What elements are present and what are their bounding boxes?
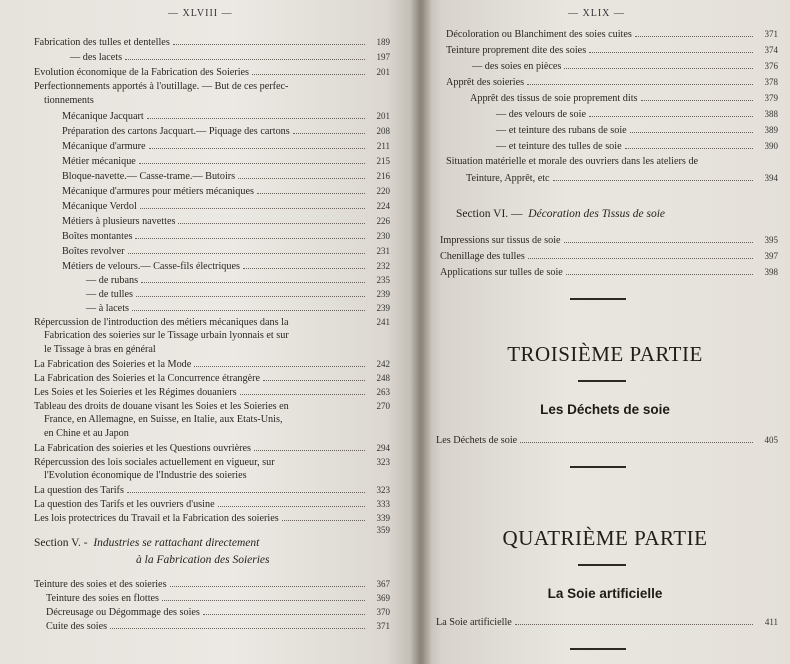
toc-entry-line: Fabrication des soieries sur le Tissage urbain lyonnais et sur xyxy=(44,330,289,341)
section-v-heading-line2: à la Fabrication des Soieries xyxy=(136,554,270,566)
toc-entry: — de rubans 235 xyxy=(86,275,390,286)
right-table-of-contents xyxy=(420,0,790,664)
toc-entry: — et teinture des rubans de soie 389 xyxy=(496,125,778,136)
divider-rule xyxy=(578,564,626,566)
right-page xyxy=(420,0,790,664)
toc-entry: Boîtes montantes 230 xyxy=(62,231,390,242)
toc-entry-line: tionnements xyxy=(44,95,94,106)
toc-entry: — de tulles 239 xyxy=(86,289,390,300)
toc-entry: La question des Tarifs et les ouvriers d'usine 333 xyxy=(34,499,390,510)
toc-entry: Répercussion de l'introduction des métiers mécaniques dans la 241 xyxy=(34,317,390,328)
toc-entry: Mécanique Verdol 224 xyxy=(62,201,390,212)
toc-entry: Bloque-navette.— Casse-trame.— Butoirs 216 xyxy=(62,171,390,182)
toc-entry-line: France, en Allemagne, en Suisse, en Italie, aux Etats-Unis, xyxy=(44,414,283,425)
toc-entry: La Fabrication des Soieries et la Mode 242 xyxy=(34,359,390,370)
page-number-right: — XLIX — xyxy=(568,8,625,19)
divider-rule xyxy=(578,380,626,382)
toc-entry: Tableau des droits de douane visant les Soies et les Soieries en 270 xyxy=(34,401,390,412)
toc-entry: Impressions sur tissus de soie 395 xyxy=(440,235,778,246)
divider-rule xyxy=(570,648,626,650)
toc-entry: Applications sur tulles de soie 398 xyxy=(440,267,778,278)
toc-entry: Mécanique d'armure 211 xyxy=(62,141,390,152)
section-vi-heading: Section VI. — Décoration des Tissus de soie xyxy=(456,208,666,220)
toc-entry: Métiers à plusieurs navettes 226 xyxy=(62,216,390,227)
toc-entry: Apprêt des soieries 378 xyxy=(446,77,778,88)
toc-entry: Boîtes revolver 231 xyxy=(62,246,390,257)
toc-entry: Décreusage ou Dégommage des soies 370 xyxy=(46,607,390,618)
part-three-subtitle: Les Déchets de soie xyxy=(540,402,670,417)
toc-entry-line: en Chine et au Japon xyxy=(44,428,129,439)
toc-entry: — et teinture des tulles de soie 390 xyxy=(496,141,778,152)
toc-entry: — des soies en pièces 376 xyxy=(472,61,778,72)
toc-entry: Teinture proprement dite des soies 374 xyxy=(446,45,778,56)
toc-entry: Chenillage des tulles 397 xyxy=(440,251,778,262)
toc-entry: Teinture des soies et des soieries 367 xyxy=(34,579,390,590)
toc-entry-line: Perfectionnements apportés à l'outillage. — But de ces perfec- xyxy=(34,81,289,92)
toc-entry: Mécanique d'armures pour métiers mécaniques 220 xyxy=(62,186,390,197)
toc-entry: Fabrication des tulles et dentelles 189 xyxy=(34,37,390,48)
toc-entry: — à lacets 239 xyxy=(86,303,390,314)
toc-entry: Mécanique Jacquart 201 xyxy=(62,111,390,122)
page-number-left: — XLVIII — xyxy=(168,8,233,19)
toc-entry: Préparation des cartons Jacquart.— Piquage des cartons 208 xyxy=(62,126,390,137)
toc-entry-line: l'Evolution économique de l'Industrie des soieries xyxy=(44,470,247,481)
toc-entry: Répercussion des lois sociales actuellement en vigueur, sur 323 xyxy=(34,457,390,468)
toc-entry: Métiers de velours.— Casse-fils électriques 232 xyxy=(62,261,390,272)
toc-entry: 359 xyxy=(376,525,390,535)
toc-entry: Teinture, Apprêt, etc 394 xyxy=(466,173,778,184)
toc-entry: Teinture des soies en flottes 369 xyxy=(46,593,390,604)
part-four-subtitle: La Soie artificielle xyxy=(547,586,663,601)
toc-entry: Les Déchets de soie 405 xyxy=(436,435,778,446)
toc-entry-line: le Tissage à bras en général xyxy=(44,344,156,355)
toc-entry: Les lois protectrices du Travail et la Fabrication des soieries 339 xyxy=(34,513,390,524)
toc-entry: Evolution économique de la Fabrication des Soieries 201 xyxy=(34,67,390,78)
toc-entry: La Soie artificielle 411 xyxy=(436,617,778,628)
toc-entry: La Fabrication des Soieries et la Concurrence étrangère 248 xyxy=(34,373,390,384)
toc-entry: Cuite des soies 371 xyxy=(46,621,390,632)
toc-entry-line: Situation matérielle et morale des ouvriers dans les ateliers de xyxy=(446,156,699,167)
toc-entry: — des lacets 197 xyxy=(70,52,390,63)
toc-entry: La question des Tarifs 323 xyxy=(34,485,390,496)
divider-rule xyxy=(570,466,626,468)
divider-rule xyxy=(570,298,626,300)
toc-entry: Métier mécanique 215 xyxy=(62,156,390,167)
part-four-title: QUATRIÈME PARTIE xyxy=(502,526,708,550)
toc-entry: Les Soies et les Soieries et les Régimes douaniers 263 xyxy=(34,387,390,398)
toc-entry: La Fabrication des soieries et les Questions ouvrières 294 xyxy=(34,443,390,454)
section-v-heading: Section V. - Industries se rattachant directement xyxy=(34,537,260,549)
toc-entry: — des velours de soie 388 xyxy=(496,109,778,120)
toc-entry: Apprêt des tissus de soie proprement dits 379 xyxy=(470,93,778,104)
toc-entry: Décoloration ou Blanchiment des soies cuites 371 xyxy=(446,29,778,40)
part-three-title: TROISIÈME PARTIE xyxy=(507,342,703,366)
